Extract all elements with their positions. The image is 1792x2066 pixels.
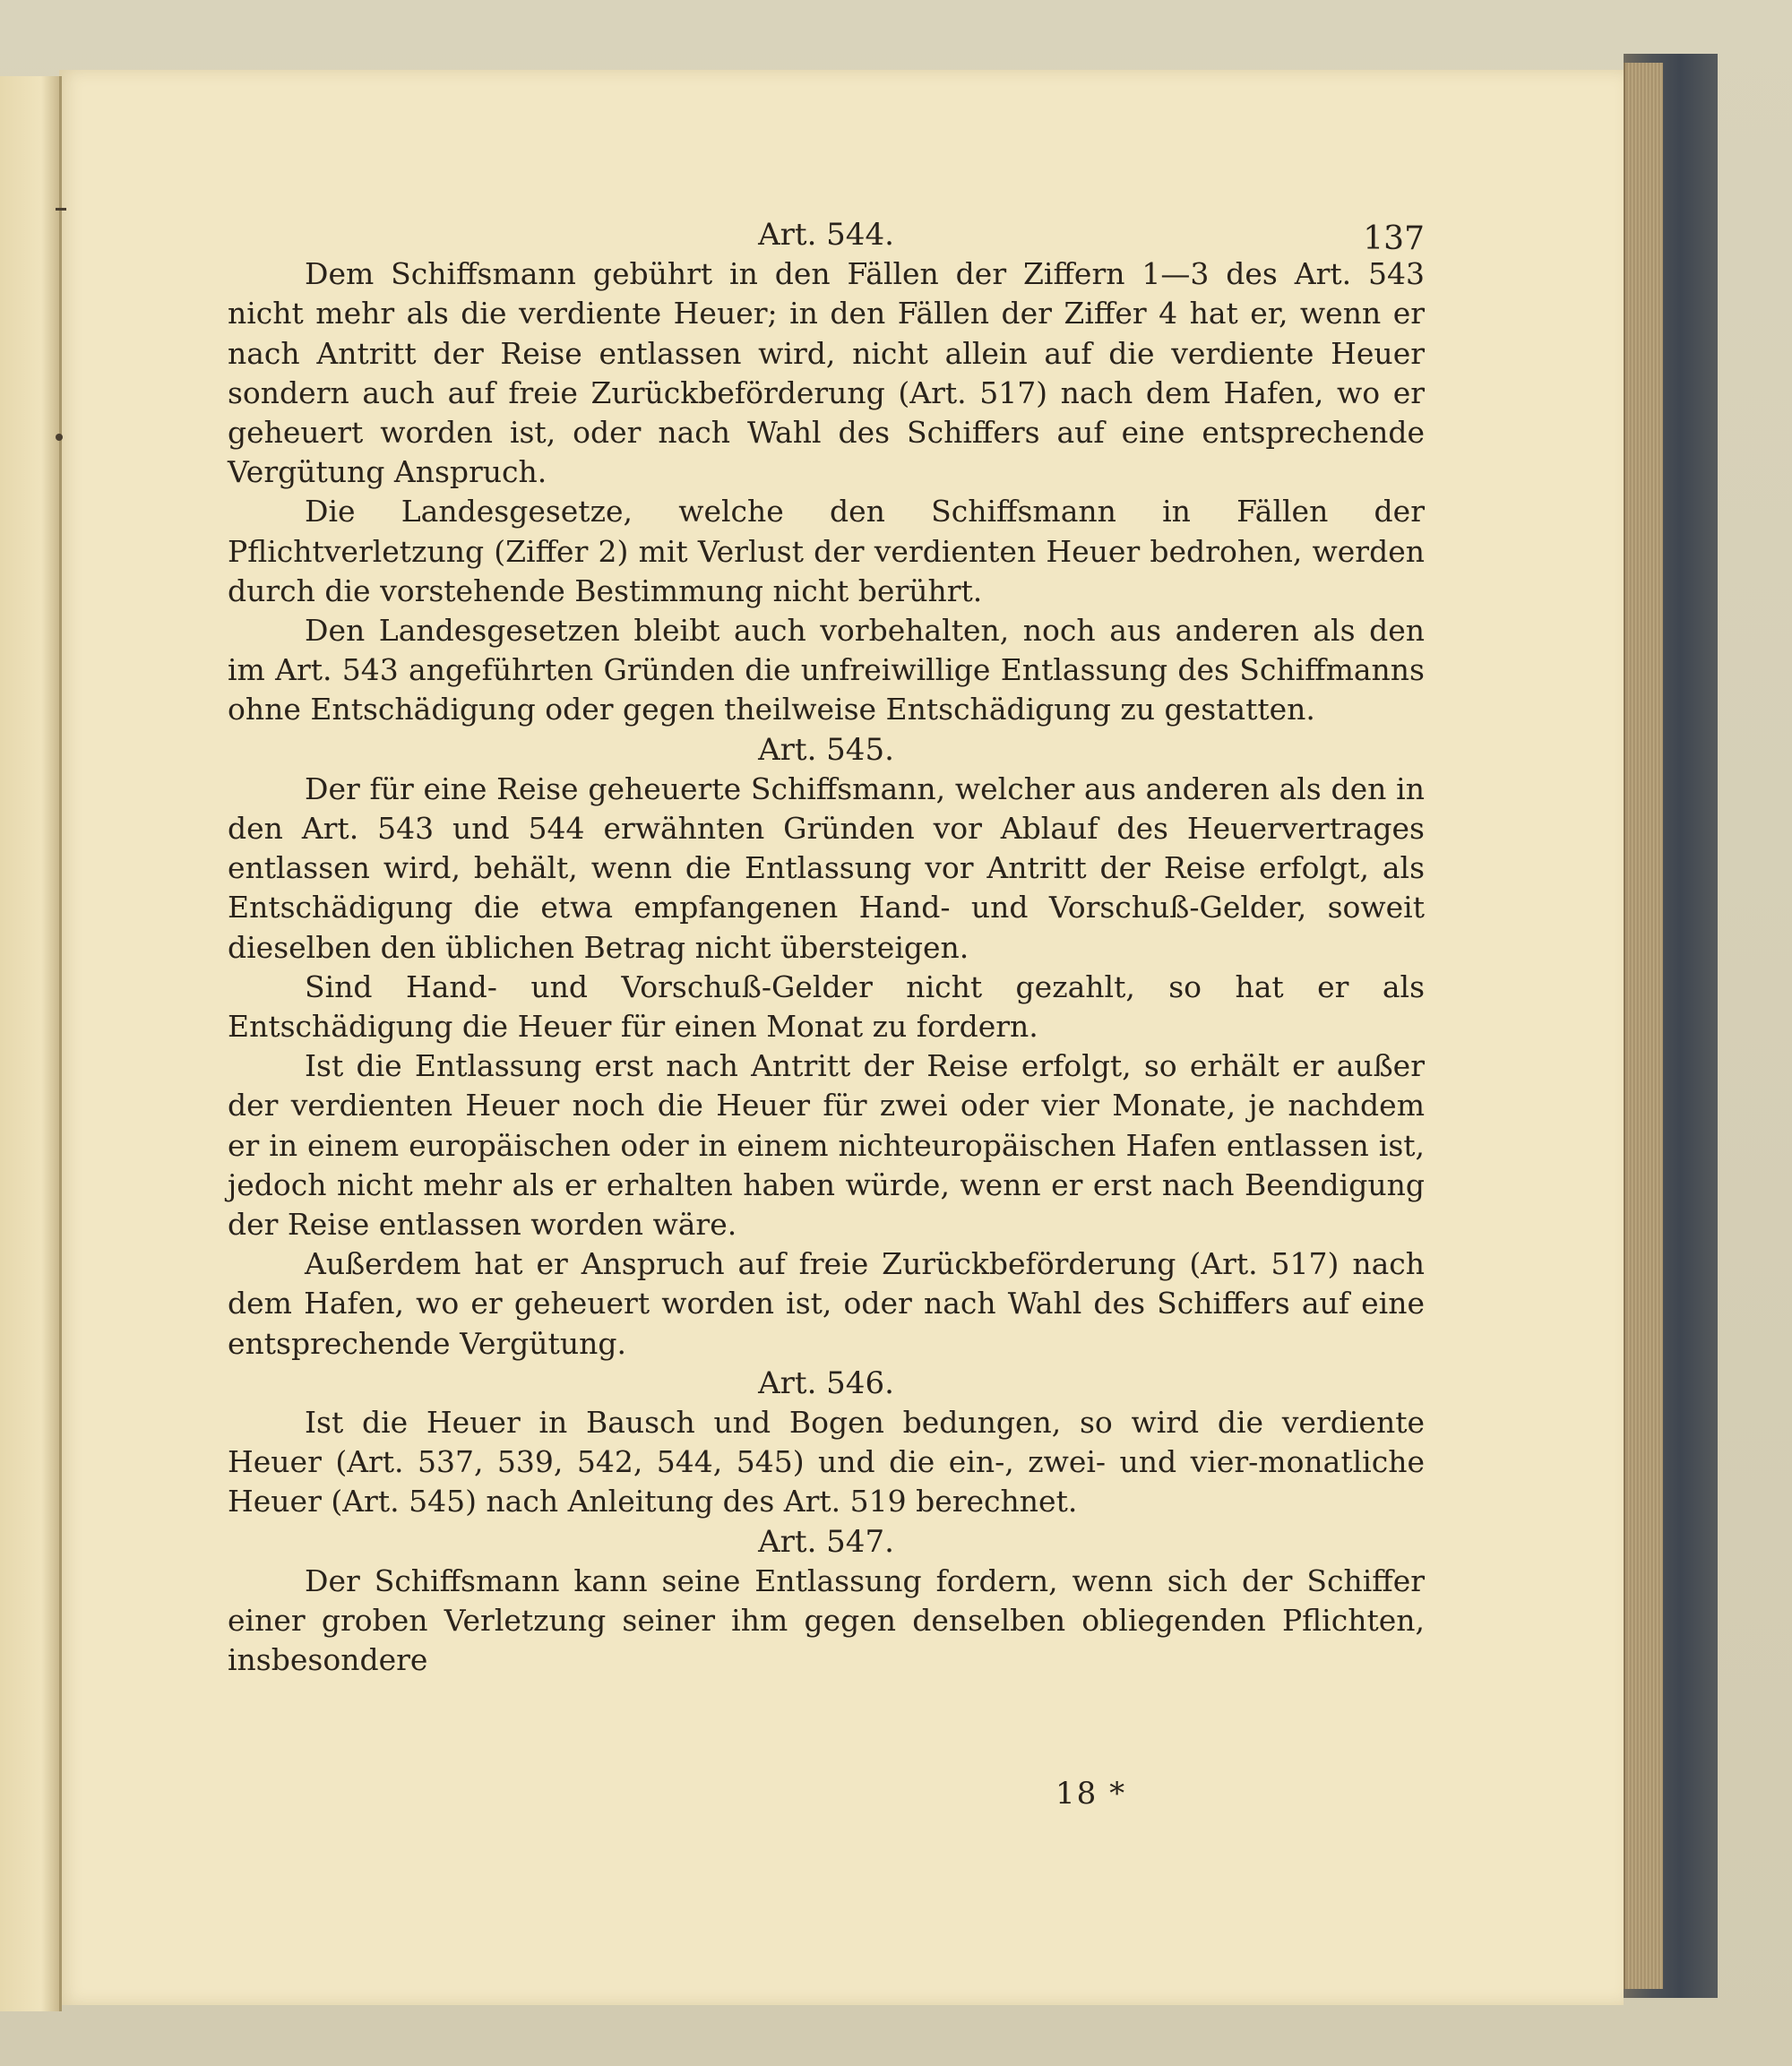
article-heading: Art. 547. <box>758 1523 894 1560</box>
signature-mark: 18 * <box>1055 1776 1127 1812</box>
facing-page-edge <box>0 76 62 2011</box>
article-heading: Art. 546. <box>758 1364 894 1401</box>
article-heading: Art. 544. <box>758 217 894 253</box>
margin-mark <box>56 434 63 441</box>
paragraph: Sind Hand- und Vorschuß-Gelder nicht gezahlt, so hat er als Entschädigung die Heuer für einen Monat zu fordern. <box>228 968 1425 1045</box>
paragraph: Ist die Entlassung erst nach Antritt der Reise erfolgt, so erhält er außer der verdienten Heuer noch die Heuer für zwei oder vier Monate, je nachdem er in einem europäischen oder in einem nichteuropäischen Hafen entlassen ist, jedoch nicht mehr als er erhalten haben würde, wenn er erst nach Beendigung der Reise entlassen worden wäre. <box>228 1048 1425 1243</box>
article-text <box>228 215 1425 1680</box>
page-block-edge <box>1624 63 1663 1989</box>
paragraph: Außerdem hat er Anspruch auf freie Zurückbeförderung (Art. 517) nach dem Hafen, wo er geheuert worden ist, oder nach Wahl des Schiffers auf eine entsprechende Vergütung. <box>228 1246 1425 1361</box>
paragraph: Ist die Heuer in Bausch und Bogen bedungen, so wird die verdiente Heuer (Art. 537, 539, 542, 544, 545) und die ein-, zwei- und vier-monatliche Heuer (Art. 545) nach Anleitung des Art. 519 berechnet. <box>228 1405 1425 1519</box>
paragraph: Der für eine Reise geheuerte Schiffsmann, welcher aus anderen als den in den Art. 543 und 544 erwähnten Gründen vor Ablauf des Heuervertrages entlassen wird, behält, wenn die Entlassung vor Antritt der Reise erfolgt, als Entschädigung die etwa empfangenen Hand- und Vorschuß-Gelder, soweit dieselben den üblichen Betrag nicht übersteigen. <box>228 770 1425 965</box>
paragraph: Die Landesgesetze, welche den Schiffsmann in Fällen der Pflichtverletzung (Ziffer 2) mit Verlust der verdienten Heuer bedrohen, werden durch die vorstehende Bestimmung nicht berührt. <box>228 494 1425 608</box>
page-number: 137 <box>1363 220 1425 257</box>
paragraph: Dem Schiffsmann gebührt in den Fällen der Ziffern 1—3 des Art. 543 nicht mehr als die verdiente Heuer; in den Fällen der Ziffer 4 hat er, wenn er nach Antritt der Reise entlassen wird, nicht allein auf die verdiente Heuer sondern auch auf freie Zurückbeförderung (Art. 517) nach dem Hafen, wo er geheuert worden ist, oder nach Wahl des Schiffers auf eine entsprechende Vergütung Anspruch. <box>228 256 1425 490</box>
article-heading: Art. 545. <box>758 731 894 768</box>
margin-mark <box>56 208 66 211</box>
paragraph: Den Landesgesetzen bleibt auch vorbehalten, noch aus anderen als den im Art. 543 angeführten Gründen die unfreiwillige Entlassung des Schiffmanns ohne Entschädigung oder gegen theilweise Entschädigung zu gestatten. <box>228 613 1425 727</box>
paragraph: Der Schiffsmann kann seine Entlassung fordern, wenn sich der Schiffer einer groben Verletzung seiner ihm gegen denselben obliegenden Pflichten, insbesondere <box>228 1562 1425 1678</box>
